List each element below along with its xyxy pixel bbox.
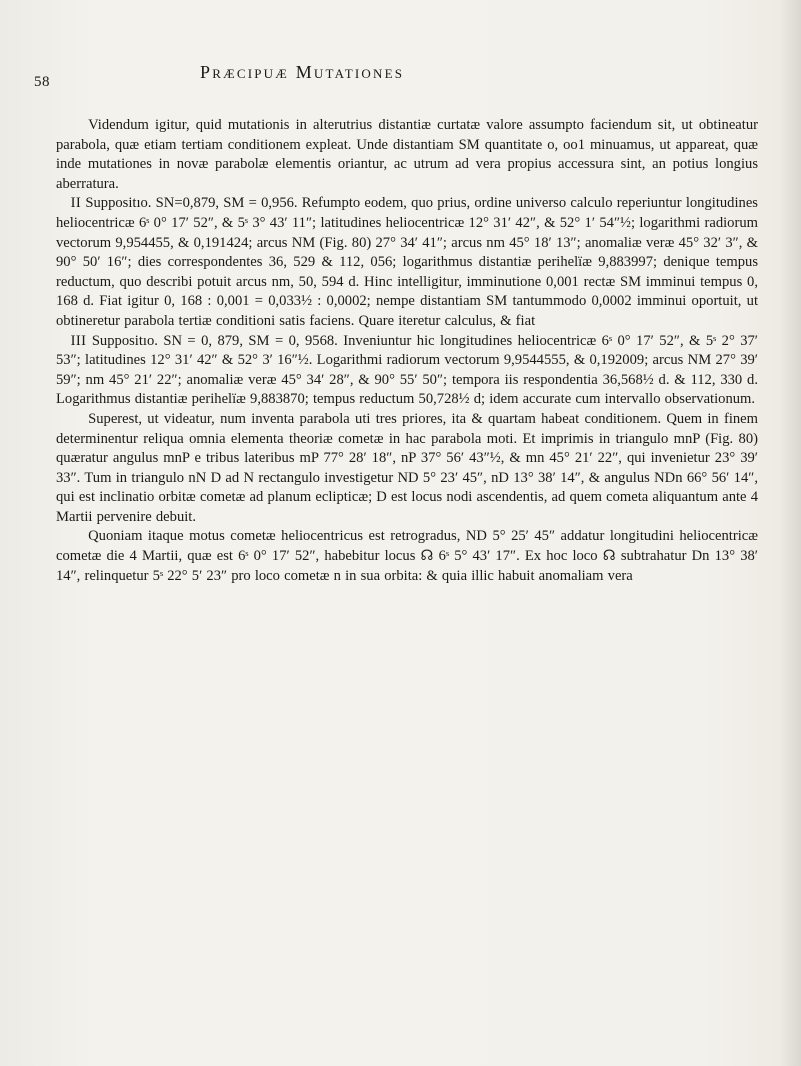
page-number: 58 bbox=[34, 74, 50, 90]
paragraph-intro: Videndum igitur, quid mutationis in alterutrius distantiæ curtatæ valore assumpto faciendum sit, ut obtineatur parabola, quæ etiam tertiam conditionem expleat. Unde distantiam SM quantitate o, oo1 minuamus, ut appareat, quæ inde mutationes in novæ parabolæ elementis oriantur, ac utrum ad vera propius accessura sint, an potius longius aberratura. bbox=[56, 117, 758, 192]
suppositio-2-text: Suppositıo. SN=0,879, SM = 0,956. Refumpto eodem, quo prius, ordine universo calculo reperiuntur longitudines heliocentricæ 6ˢ 0° 17′ 52″, & 5ˢ 3° 43′ 11″; latitudines heliocentricæ 12° 31′ 42″, & 52° 1′ 54″½; logarithmi radiorum vectorum 9,954455, & 0,191424; arcus NM (Fig. 80) 27° 34′ 41″; arcus nm 45° 18′ 13″; anomaliæ veræ 45° 32′ 3″, & 90° 50′ 16″; dies correspondentes 36, 529 & 112, 056; logarithmus distantiæ perihelïæ 9,883997; denique tempus reductum, quo describi potuit arcus nm, 50, 594 d. Hinc intelligitur, imminutione 0,001 rectæ SM imminui tempus 0, 168 d. Fiat igitur 0, 168 : 0,001 = 0,033½ : 0,0002; nempe distantiam SM tantummodo 0,0002 imminui oportuit, ut obtineretur parabola tertiæ conditioni satis faciens. Quare iteretur calculus, & fiat bbox=[56, 195, 758, 329]
paragraph-superest: Superest, ut videatur, num inventa parabola uti tres priores, ita & quartam habeat conditionem. Quem in finem determinentur reliqua omnia elementa theoriæ cometæ in hac parabola moti. Et imprimis in triangulo mnP (Fig. 80) quæratur angulus mnP e tribus lateribus mP 77° 28′ 18″, nP 37° 56′ 43″½, & mn 45° 21′ 22″, qui invenietur 23° 39′ 33″. Tum in triangulo nN D ad N rectangulo investigetur ND 5° 23′ 45″, nD 13° 38′ 14″, & angulus NDn 66° 56′ 14″, qui est inclinatio orbitæ cometæ ad planum eclipticæ; D est locus nodi ascendentis, ad quem cometa aliquantum ante 4 Martii pervenire debuit. bbox=[56, 410, 758, 525]
page-edge-shadow bbox=[779, 0, 801, 1066]
suppositio-3-number: III bbox=[70, 332, 87, 349]
suppositio-2-number: II bbox=[70, 195, 82, 212]
paragraph-suppositio-3 bbox=[56, 332, 758, 410]
running-head: Præcipuæ Mutationes bbox=[200, 62, 405, 82]
paragraph-suppositio-2 bbox=[56, 194, 758, 331]
paragraph-quoniam: Quoniam itaque motus cometæ heliocentricus est retrogradus, ND 5° 25′ 45″ addatur longitudini heliocentricæ cometæ die 4 Martii, quæ est 6ˢ 0° 17′ 52″, habebitur locus ☊ 6ˢ 5° 43′ 17″. Ex hoc loco ☊ subtrahatur Dn 13° 38′ 14″, relinquetur 5ˢ 22° 5′ 23″ pro loco cometæ n in sua orbita: & quia illic habuit anomaliam vera bbox=[56, 528, 758, 584]
body-text bbox=[56, 116, 758, 586]
suppositio-3-text: Suppositıo. SN = 0, 879, SM = 0, 9568. Inveniuntur hic longitudines heliocentricæ 6ˢ 0° 17′ 52″, & 5ˢ 2° 37′ 53″; latitudines 12° 31′ 42″ & 52° 3′ 16″½. Logarithmi radiorum vectorum 9,9544555, & 0,192009; arcus NM 27° 39′ 59″; nm 45° 21′ 22″; anomaliæ veræ 45° 34′ 28″, & 90° 55′ 50″; tempora iis respondentia 36,568½ d. & 112, 330 d. Logarithmus distantiæ perihelïæ 9,883870; tempus reductum 50,728½ d; idem accurate cum intervallo observationum. bbox=[56, 332, 758, 408]
